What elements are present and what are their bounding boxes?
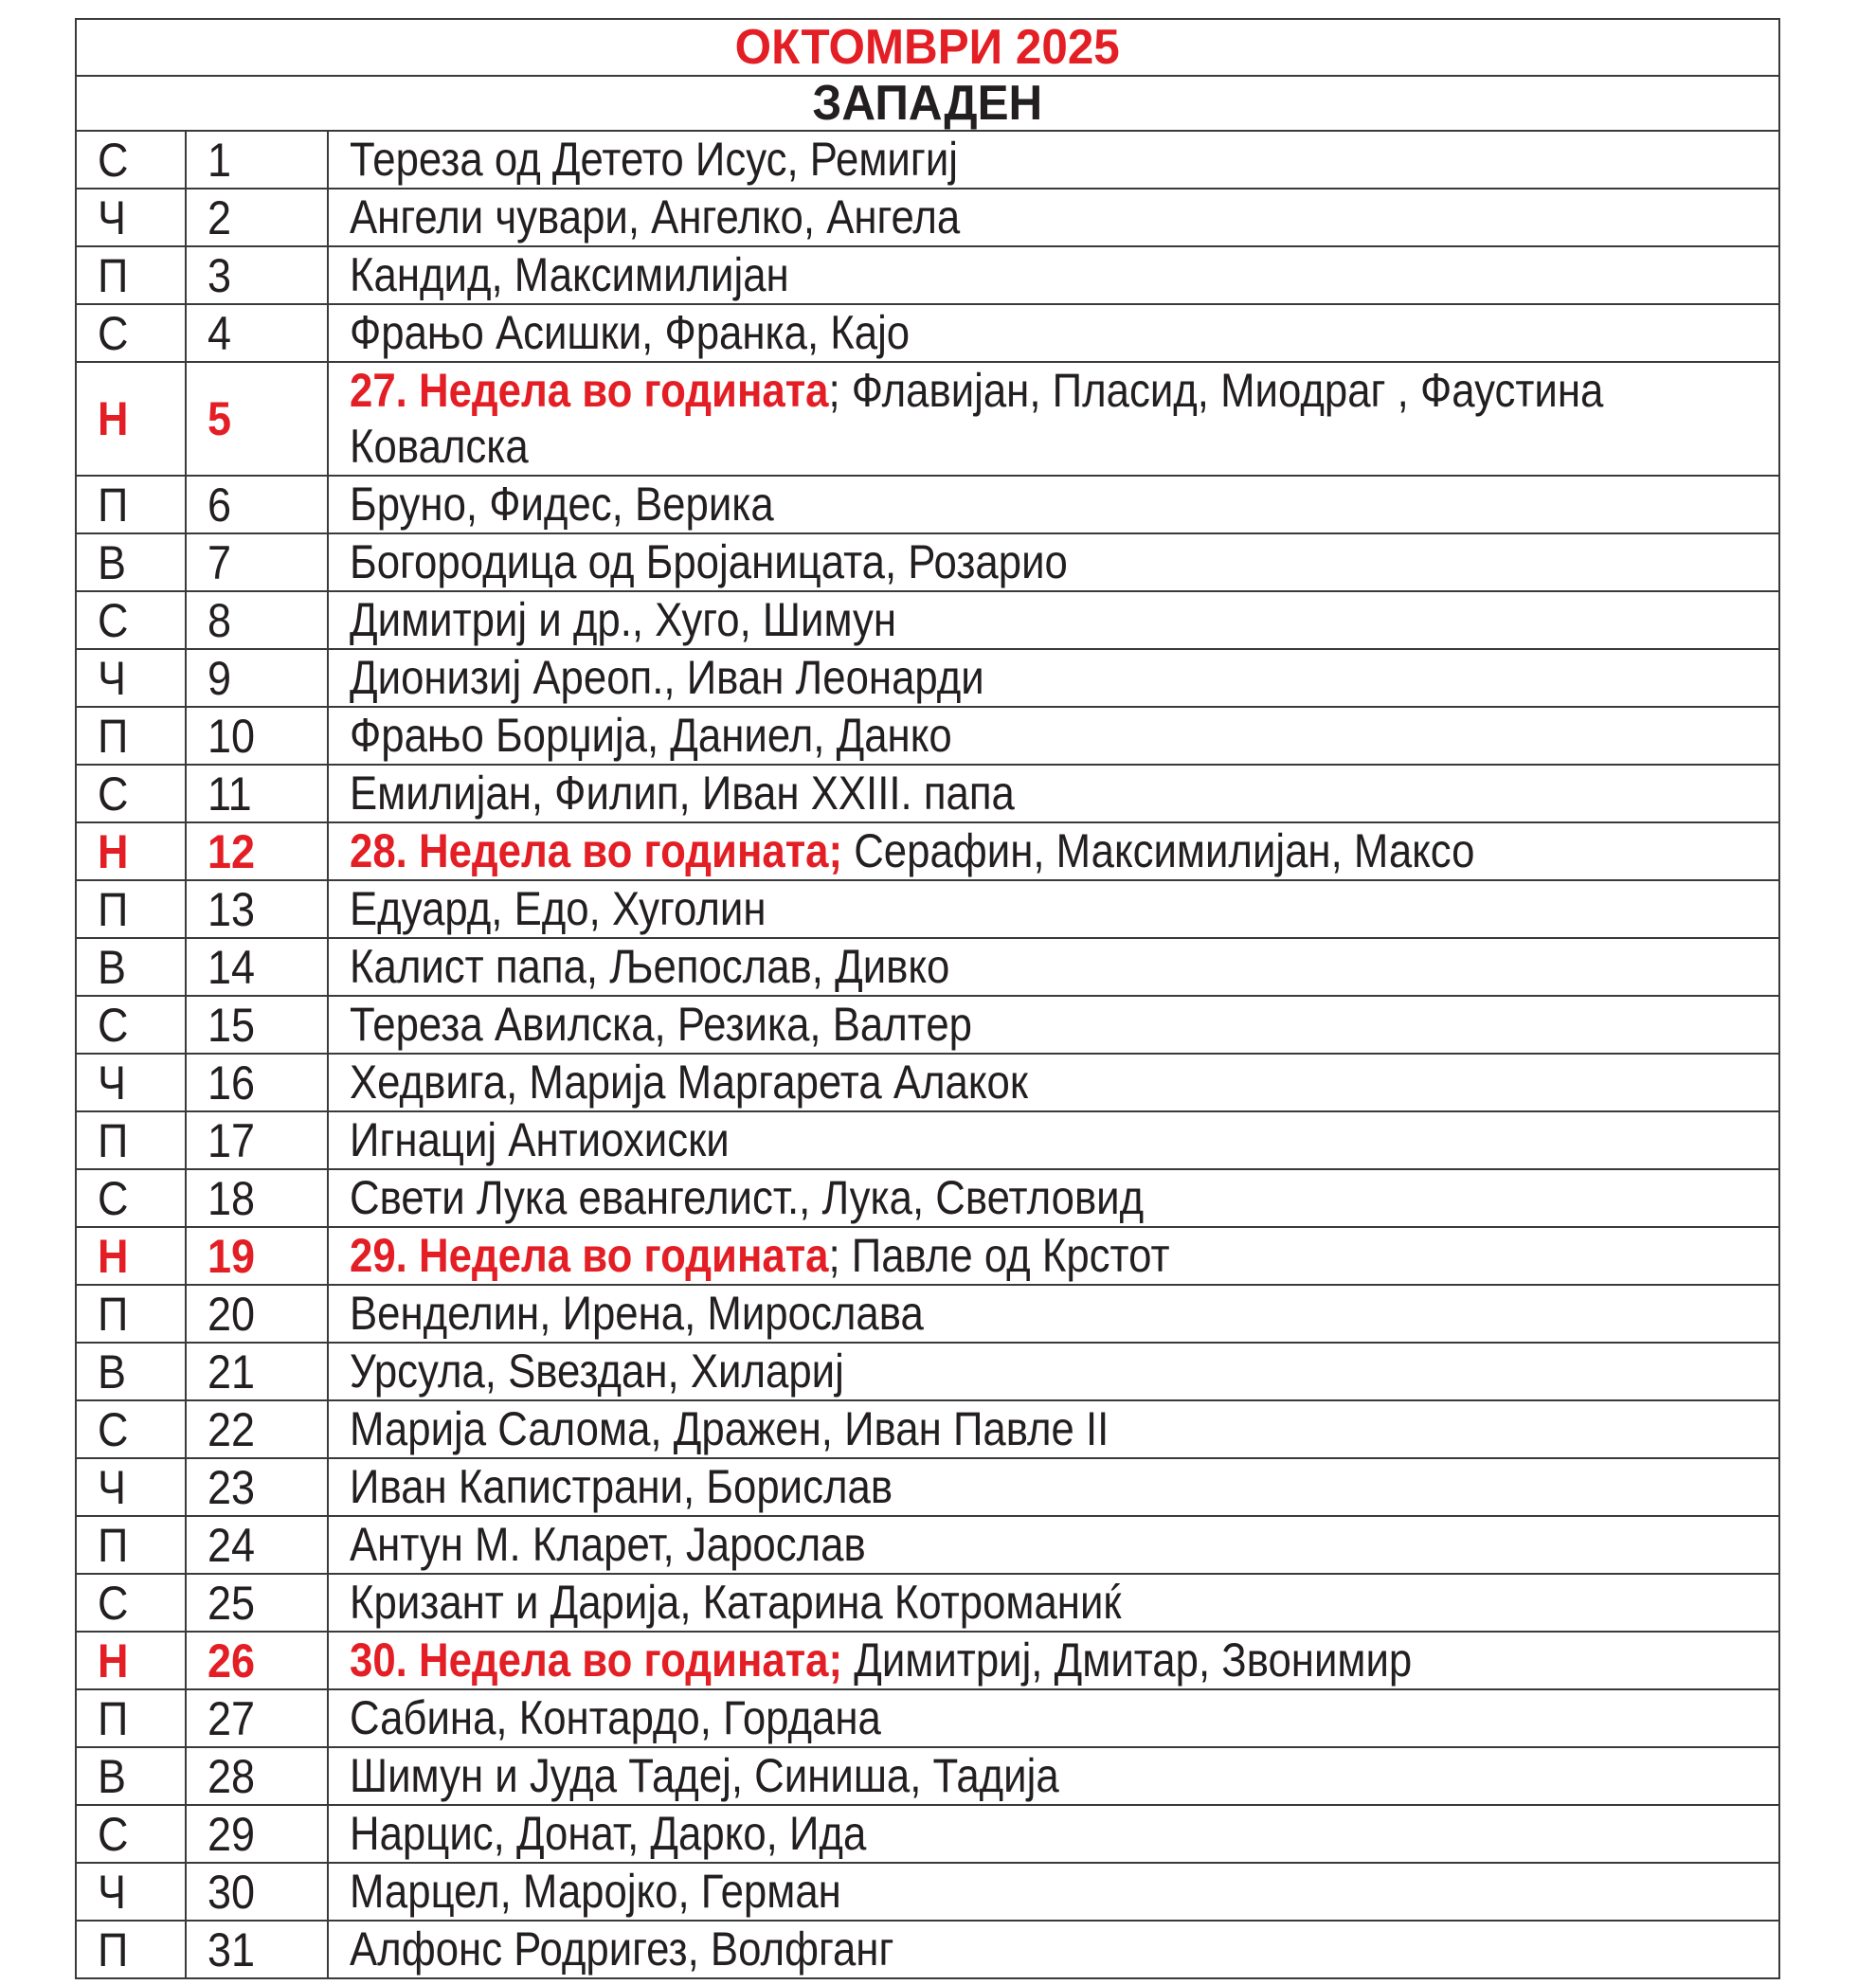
weekday-cell (76, 1111, 186, 1169)
calendar-type-row (76, 76, 1779, 131)
day-number: 25 (207, 1576, 256, 1630)
saint-names: Свети Лука евангелист., Лука, Светловид (350, 1171, 1145, 1224)
feast-title: 27. Недела во годината (350, 364, 829, 417)
names-text (350, 939, 1759, 995)
weekday: П (98, 709, 129, 763)
weekday: В (98, 1344, 127, 1399)
names-text (350, 766, 1759, 821)
month-title: ОКТОМВРИ 2025 (734, 20, 1121, 75)
day-number: 26 (207, 1633, 256, 1687)
weekday: Ч (98, 651, 126, 705)
names-text (350, 1690, 1759, 1746)
weekday-cell (76, 707, 186, 765)
saint-names: Алфонс Родригез, Волфганг (350, 1922, 894, 1976)
weekday: Ч (98, 1460, 126, 1514)
saint-names: Бруно, Фидес, Верика (350, 478, 774, 531)
names-text (350, 1112, 1759, 1168)
weekday-cell (76, 880, 186, 938)
day-number-cell (186, 1632, 328, 1689)
day-row (76, 476, 1779, 533)
names-cell (328, 1458, 1779, 1516)
saint-names: Димитриј, Дмитар, Звонимир (854, 1633, 1413, 1687)
names-cell (328, 131, 1779, 189)
names-cell (328, 707, 1779, 765)
names-cell (328, 189, 1779, 246)
names-cell (328, 1689, 1779, 1747)
weekday: П (98, 478, 129, 532)
weekday: Н (98, 824, 129, 878)
weekday: С (98, 1402, 129, 1456)
weekday: Н (98, 392, 129, 445)
saint-names: Фрањо Борџија, Даниел, Данко (350, 709, 952, 762)
names-text (350, 592, 1759, 648)
saint-names: Павле од Крстот (851, 1229, 1170, 1282)
day-row (76, 1516, 1779, 1574)
names-text (350, 1748, 1759, 1804)
saint-names: Марија Салома, Дражен, Иван Павле II (350, 1402, 1109, 1455)
day-number: 8 (207, 593, 232, 647)
names-cell (328, 533, 1779, 591)
calendar-table (75, 18, 1780, 1979)
day-row (76, 1400, 1779, 1458)
day-row (76, 1574, 1779, 1632)
names-cell (328, 822, 1779, 880)
saint-names: Хедвига, Марија Маргарета Алакок (350, 1056, 1028, 1109)
saint-names: Тереза Авилска, Резика, Валтер (350, 998, 972, 1051)
weekday-cell (76, 591, 186, 649)
feast-separator (842, 824, 854, 877)
day-row (76, 246, 1779, 304)
saint-names: Тереза од Детето Исус, Ремигиј (350, 133, 958, 186)
weekday-cell (76, 1921, 186, 1978)
saint-names: Сабина, Контардо, Гордана (350, 1691, 881, 1744)
day-number-cell (186, 362, 328, 476)
day-row (76, 131, 1779, 189)
day-number: 3 (207, 248, 232, 302)
day-row (76, 1227, 1779, 1285)
weekday: Ч (98, 1865, 126, 1919)
day-number: 27 (207, 1691, 256, 1745)
day-row (76, 880, 1779, 938)
saint-names: Фрањо Асишки, Франка, Кајо (350, 306, 911, 359)
day-number-cell (186, 1689, 328, 1747)
weekday: П (98, 1922, 129, 1976)
day-number: 10 (207, 709, 256, 763)
day-number-cell (186, 1516, 328, 1574)
day-number: 9 (207, 651, 232, 705)
day-number-cell (186, 1863, 328, 1921)
names-cell (328, 362, 1779, 476)
weekday-cell (76, 1343, 186, 1400)
weekday: С (98, 998, 129, 1052)
day-number: 20 (207, 1287, 256, 1341)
weekday: П (98, 1691, 129, 1745)
day-row (76, 765, 1779, 822)
names-text (350, 1228, 1759, 1284)
weekday: В (98, 940, 127, 994)
day-row (76, 1632, 1779, 1689)
day-number-cell (186, 765, 328, 822)
day-number-cell (186, 1285, 328, 1343)
day-row (76, 1921, 1779, 1978)
names-cell (328, 1805, 1779, 1863)
day-number: 17 (207, 1113, 256, 1167)
day-number: 1 (207, 133, 232, 187)
day-number: 21 (207, 1344, 256, 1399)
saint-names: Нарцис, Донат, Дарко, Ида (350, 1807, 867, 1860)
month-title-row (76, 19, 1779, 76)
saint-names: Игнациј Антиохиски (350, 1113, 730, 1166)
saint-names: Марцел, Маројко, Герман (350, 1865, 841, 1918)
day-number: 31 (207, 1922, 256, 1976)
month-title-cell (76, 19, 1779, 76)
day-number: 12 (207, 824, 256, 878)
day-number: 7 (207, 535, 232, 589)
day-row (76, 1805, 1779, 1863)
day-number: 11 (207, 767, 252, 821)
saint-names: Дионизиј Ареоп., Иван Леонарди (350, 651, 984, 704)
day-number-cell (186, 1343, 328, 1400)
weekday-cell (76, 1285, 186, 1343)
day-number-cell (186, 1574, 328, 1632)
names-text (350, 247, 1759, 303)
names-text (350, 708, 1759, 764)
weekday-cell (76, 1516, 186, 1574)
day-row (76, 533, 1779, 591)
saint-names: Кандид, Максимилијан (350, 248, 789, 301)
day-row (76, 189, 1779, 246)
feast-separator: ; (828, 1229, 852, 1282)
names-text (350, 1806, 1759, 1862)
names-cell (328, 1516, 1779, 1574)
weekday: С (98, 767, 129, 821)
names-cell (328, 649, 1779, 707)
names-text (350, 1517, 1759, 1573)
day-number-cell (186, 304, 328, 362)
names-cell (328, 1747, 1779, 1805)
weekday-cell (76, 996, 186, 1054)
day-number-cell (186, 1169, 328, 1227)
weekday-cell (76, 1458, 186, 1516)
day-number-cell (186, 591, 328, 649)
names-text (350, 1864, 1759, 1920)
day-row (76, 822, 1779, 880)
names-text (350, 1459, 1759, 1515)
weekday: С (98, 133, 129, 187)
saint-names: Богородица од Бројаницата, Розарио (350, 535, 1068, 588)
names-cell (328, 1574, 1779, 1632)
day-number: 16 (207, 1056, 256, 1110)
names-text (350, 881, 1759, 937)
names-text (350, 1286, 1759, 1342)
feast-separator (842, 1633, 854, 1687)
weekday-cell (76, 246, 186, 304)
names-cell (328, 1169, 1779, 1227)
day-number: 29 (207, 1807, 256, 1861)
names-cell (328, 880, 1779, 938)
saint-names: Урсула, Ѕвездан, Хилариј (350, 1344, 844, 1398)
day-number-cell (186, 1054, 328, 1111)
day-number: 23 (207, 1460, 256, 1514)
names-text (350, 477, 1759, 532)
day-number: 2 (207, 190, 232, 244)
calendar-type-cell (76, 76, 1779, 131)
saint-names: Серафин, Максимилијан, Максо (854, 824, 1475, 877)
day-number-cell (186, 1111, 328, 1169)
saint-names: Димитриј и др., Хуго, Шимун (350, 593, 897, 646)
names-cell (328, 591, 1779, 649)
weekday-cell (76, 765, 186, 822)
day-row (76, 996, 1779, 1054)
day-row (76, 1863, 1779, 1921)
saint-names: Иван Капистрани, Борислав (350, 1460, 893, 1513)
day-row (76, 591, 1779, 649)
weekday-cell (76, 649, 186, 707)
day-row (76, 649, 1779, 707)
names-text (350, 1633, 1759, 1688)
day-number: 19 (207, 1229, 256, 1283)
weekday: В (98, 535, 127, 589)
names-text (350, 823, 1759, 879)
names-cell (328, 1863, 1779, 1921)
names-text (350, 189, 1759, 245)
saint-names: Шимун и Јуда Тадеј, Синиша, Тадија (350, 1749, 1059, 1802)
day-number-cell (186, 1747, 328, 1805)
names-text (350, 534, 1759, 590)
day-row (76, 304, 1779, 362)
names-text (350, 1922, 1759, 1977)
saint-names: Емилијан, Филип, Иван XXIII. папа (350, 767, 1015, 820)
weekday-cell (76, 938, 186, 996)
day-number: 6 (207, 478, 232, 532)
names-text (350, 305, 1759, 361)
day-row (76, 1054, 1779, 1111)
weekday: П (98, 1113, 129, 1167)
day-number-cell (186, 476, 328, 533)
day-number-cell (186, 996, 328, 1054)
day-number: 5 (207, 392, 232, 445)
feast-title: 29. Недела во годината (350, 1229, 829, 1282)
names-cell (328, 1285, 1779, 1343)
weekday-cell (76, 476, 186, 533)
names-cell (328, 1343, 1779, 1400)
weekday-cell (76, 1227, 186, 1285)
day-row (76, 1458, 1779, 1516)
day-row (76, 1169, 1779, 1227)
saint-names: Флавијан, Пласид, Миодраг , Фаустина Ковалска (350, 364, 1604, 473)
day-number-cell (186, 1400, 328, 1458)
day-number: 28 (207, 1749, 256, 1803)
names-cell (328, 1054, 1779, 1111)
weekday: Ч (98, 190, 126, 244)
weekday-cell (76, 1863, 186, 1921)
weekday: С (98, 306, 129, 360)
day-number-cell (186, 707, 328, 765)
day-number-cell (186, 938, 328, 996)
names-cell (328, 765, 1779, 822)
weekday: П (98, 248, 129, 302)
day-number: 13 (207, 882, 256, 936)
day-number-cell (186, 131, 328, 189)
weekday: С (98, 1576, 129, 1630)
names-text (350, 997, 1759, 1053)
names-cell (328, 476, 1779, 533)
names-text (350, 1575, 1759, 1631)
feast-separator: ; (828, 364, 852, 417)
day-row (76, 1343, 1779, 1400)
weekday-cell (76, 1632, 186, 1689)
saint-names: Калист папа, Љепослав, Дивко (350, 940, 950, 993)
names-cell (328, 996, 1779, 1054)
weekday-cell (76, 1805, 186, 1863)
weekday: П (98, 1518, 129, 1572)
feast-title: 28. Недела во годината; (350, 824, 843, 877)
saint-names: Ангели чувари, Ангелко, Ангела (350, 190, 961, 244)
day-number-cell (186, 822, 328, 880)
day-number: 15 (207, 998, 256, 1052)
names-cell (328, 1921, 1779, 1978)
weekday-cell (76, 822, 186, 880)
weekday-cell (76, 362, 186, 476)
names-text (350, 1055, 1759, 1110)
weekday-cell (76, 533, 186, 591)
weekday: П (98, 1287, 129, 1341)
day-row (76, 1747, 1779, 1805)
weekday-cell (76, 1689, 186, 1747)
names-text (350, 1344, 1759, 1399)
calendar-type: ЗАПАДЕН (812, 76, 1043, 131)
weekday: С (98, 1171, 129, 1225)
weekday-cell (76, 1400, 186, 1458)
saint-names: Антун М. Кларет, Јарослав (350, 1518, 866, 1571)
saint-names: Венделин, Ирена, Мирослава (350, 1287, 924, 1340)
names-text (350, 1170, 1759, 1226)
day-number-cell (186, 246, 328, 304)
day-number: 18 (207, 1171, 256, 1225)
day-number-cell (186, 1805, 328, 1863)
names-text (350, 650, 1759, 706)
names-text (350, 1401, 1759, 1457)
saint-names: Едуард, Едо, Хуголин (350, 882, 767, 935)
day-number: 4 (207, 306, 232, 360)
weekday: Ч (98, 1056, 126, 1110)
names-cell (328, 938, 1779, 996)
names-text (350, 363, 1759, 475)
day-row (76, 707, 1779, 765)
names-cell (328, 246, 1779, 304)
weekday: Н (98, 1229, 129, 1283)
day-number-cell (186, 1227, 328, 1285)
weekday-cell (76, 131, 186, 189)
names-cell (328, 1227, 1779, 1285)
day-number-cell (186, 1921, 328, 1978)
weekday-cell (76, 304, 186, 362)
day-row (76, 1689, 1779, 1747)
day-row (76, 1285, 1779, 1343)
weekday: С (98, 593, 129, 647)
day-number: 24 (207, 1518, 256, 1572)
weekday: В (98, 1749, 127, 1803)
day-number-cell (186, 649, 328, 707)
weekday-cell (76, 1054, 186, 1111)
weekday: С (98, 1807, 129, 1861)
day-number-cell (186, 1458, 328, 1516)
day-row (76, 938, 1779, 996)
day-row (76, 1111, 1779, 1169)
names-cell (328, 1400, 1779, 1458)
weekday-cell (76, 1574, 186, 1632)
feast-title: 30. Недела во годината; (350, 1633, 843, 1687)
names-cell (328, 1111, 1779, 1169)
day-number-cell (186, 880, 328, 938)
names-text (350, 132, 1759, 188)
weekday-cell (76, 1169, 186, 1227)
weekday-cell (76, 1747, 186, 1805)
names-cell (328, 304, 1779, 362)
weekday-cell (76, 189, 186, 246)
day-number-cell (186, 533, 328, 591)
weekday: П (98, 882, 129, 936)
saint-names: Кризант и Дарија, Катарина Котроманиќ (350, 1576, 1122, 1629)
names-cell (328, 1632, 1779, 1689)
day-row (76, 362, 1779, 476)
day-number-cell (186, 189, 328, 246)
day-number: 30 (207, 1865, 256, 1919)
day-number: 22 (207, 1402, 256, 1456)
weekday: Н (98, 1633, 129, 1687)
day-number: 14 (207, 940, 256, 994)
